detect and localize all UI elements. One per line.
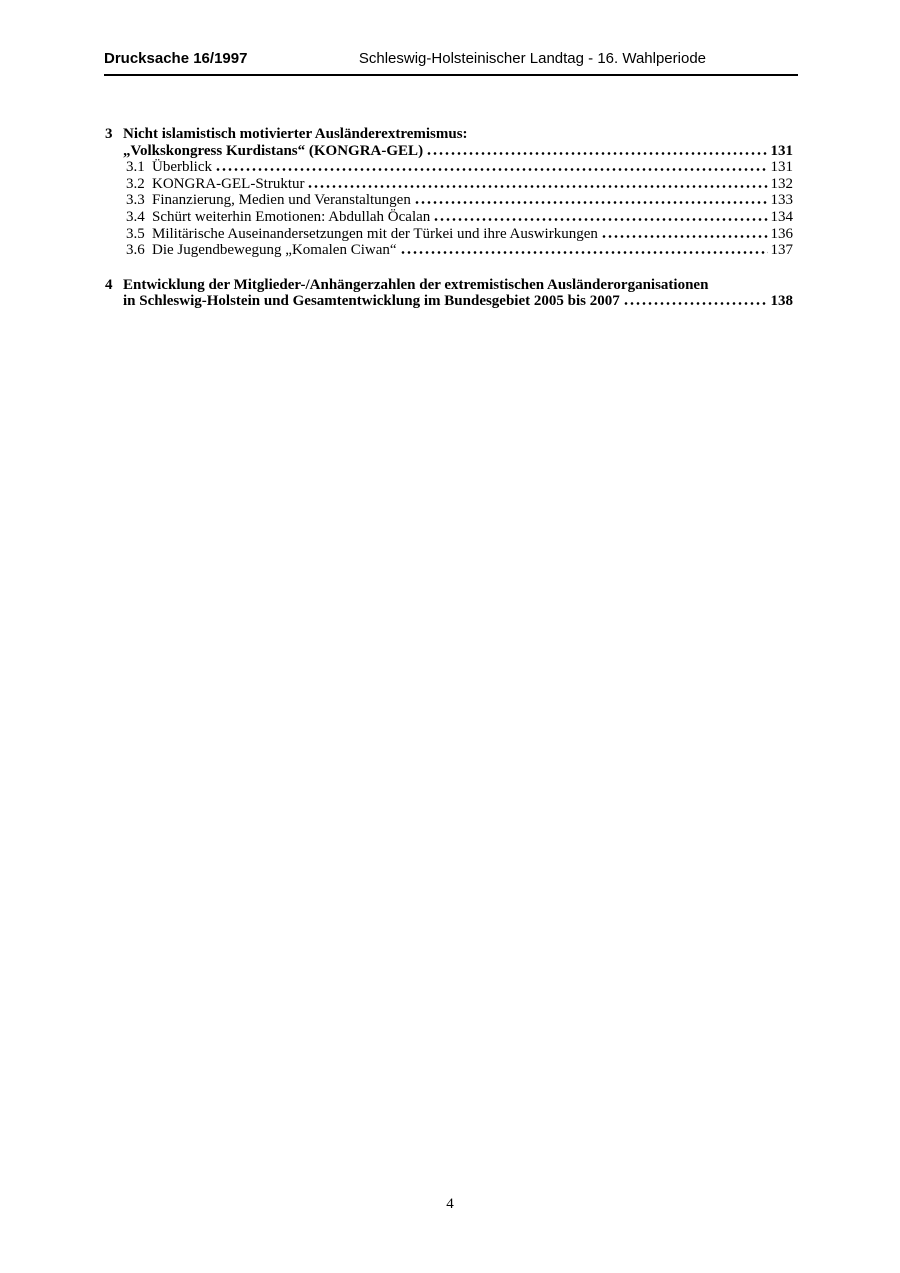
toc-entry <box>105 159 793 176</box>
toc-entry <box>105 242 793 259</box>
entry-label: Die Jugendbewegung „Komalen Ciwan“ <box>152 242 397 259</box>
page-header <box>104 50 798 76</box>
entry-label: Militärische Auseinandersetzungen mit der Türkei und ihre Auswirkungen <box>152 225 598 242</box>
section-title-line1: Entwicklung der Mitglieder-/Anhängerzahlen der extremistischen Ausländerorganisationen <box>123 276 709 293</box>
dot-leader <box>400 242 768 254</box>
header-document-number: Drucksache 16/1997 <box>104 50 248 67</box>
dot-leader <box>601 226 768 238</box>
toc-entry <box>105 209 793 226</box>
entry-label: Schürt weiterhin Emotionen: Abdullah Öcalan <box>152 208 431 225</box>
section-title-line2: in Schleswig-Holstein und Gesamtentwicklung im Bundesgebiet 2005 bis 2007 <box>123 293 620 310</box>
toc-section-title-row <box>105 293 793 310</box>
toc-section-title-row <box>105 143 793 160</box>
dot-leader <box>414 192 768 204</box>
dot-leader <box>426 143 767 155</box>
section-title-line2: „Volkskongress Kurdistans“ (KONGRA-GEL) <box>123 142 424 159</box>
entry-number: 3.5 <box>126 225 145 242</box>
page-number-ref: 137 <box>770 242 793 259</box>
toc-section-3 <box>105 126 793 259</box>
dot-leader <box>433 209 767 221</box>
entry-number: 3.1 <box>126 159 145 176</box>
entry-number: 3.2 <box>126 175 145 192</box>
toc-section-4 <box>105 277 793 310</box>
footer-page-number: 4 <box>446 1196 454 1212</box>
page-number-ref: 132 <box>770 175 793 192</box>
page-number-ref: 133 <box>770 192 793 209</box>
page-footer <box>0 1196 900 1213</box>
entry-number: 3.3 <box>126 192 145 209</box>
page-number-ref: 131 <box>770 142 793 159</box>
entry-label: Überblick <box>152 159 212 176</box>
entry-label: KONGRA-GEL-Struktur <box>152 175 305 192</box>
entry-label: Finanzierung, Medien und Veranstaltungen <box>152 192 411 209</box>
page-number-ref: 134 <box>770 208 793 225</box>
toc-section-title-row <box>105 277 793 294</box>
dot-leader <box>215 159 768 171</box>
toc-entry <box>105 176 793 193</box>
page-number-ref: 136 <box>770 225 793 242</box>
toc-entry <box>105 226 793 243</box>
dot-leader <box>623 293 768 305</box>
section-title-line1: Nicht islamistisch motivierter Ausländerextremismus: <box>123 126 468 142</box>
page-header-rule <box>104 50 798 76</box>
table-of-contents <box>105 126 793 310</box>
toc-entry <box>105 192 793 209</box>
entry-number: 3.4 <box>126 208 145 225</box>
dot-leader <box>307 176 767 188</box>
section-number: 4 <box>105 276 113 293</box>
header-parliament-title: Schleswig-Holsteinischer Landtag - 16. Wahlperiode <box>358 50 706 67</box>
page-number-ref: 138 <box>770 293 793 310</box>
page-number-ref: 131 <box>770 159 793 176</box>
toc-section-title-row <box>105 126 793 143</box>
section-number: 3 <box>105 126 113 142</box>
entry-number: 3.6 <box>126 242 145 259</box>
